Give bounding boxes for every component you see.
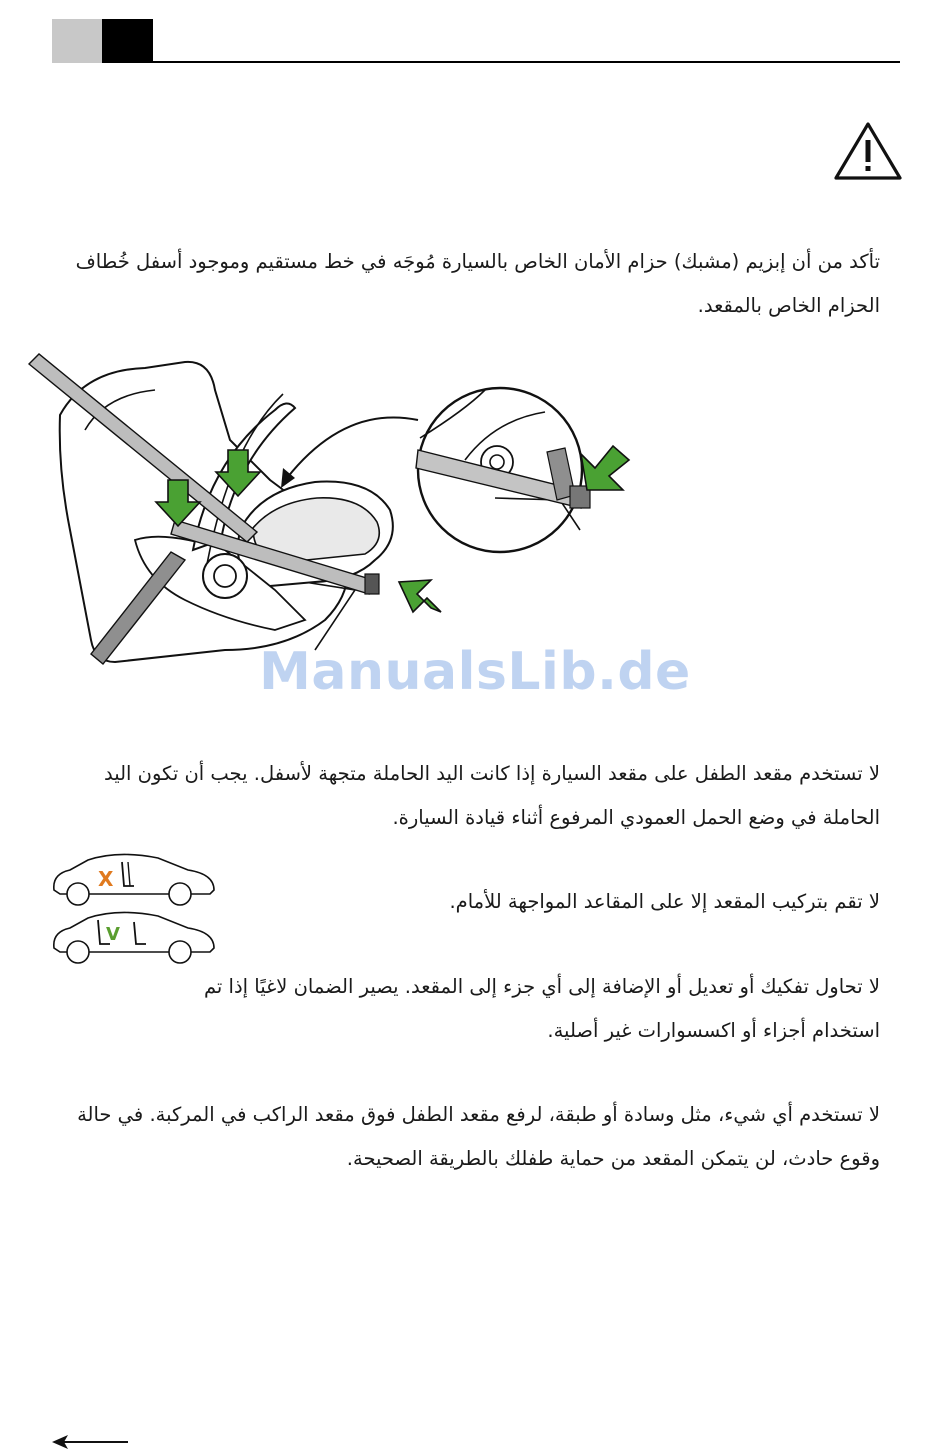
watermark: ManualsLib.de xyxy=(259,642,691,702)
car-wrong-seat-icon xyxy=(48,852,220,910)
green-arrow-icon xyxy=(581,446,629,490)
header-gray-block xyxy=(52,19,102,63)
paragraph-no-booster-object: لا تستخدم أي شيء، مثل وسادة أو طبقة، لرفع مقعد الطفل فوق مقعد الراكب في المركبة. في حالة وقوع حادث، لن يتمكن المقعد من حماية طفلك بالطريقة الصحيحة. xyxy=(77,1103,880,1170)
car-correct-seat-icon xyxy=(48,910,220,968)
green-arrow-icon xyxy=(399,580,441,612)
right-mark: V xyxy=(106,924,120,945)
paragraph-forward-facing: لا تقم بتركيب المقعد إلا على المقاعد المواجهة للأمام. xyxy=(449,890,880,913)
arrow-left-icon[interactable] xyxy=(50,1432,130,1452)
paragraph-handle-position: لا تستخدم مقعد الطفل على مقعد السيارة إذا كانت اليد الحاملة متجهة لأسفل. يجب أن تكون اليد الحاملة في وضع الحمل العمودي المرفوع أثناء قيادة السيارة. xyxy=(103,762,880,829)
paragraph-buckle-routing: تأكد من أن إبزيم (مشبك) حزام الأمان الخاص بالسيارة مُوجَه في خط مستقيم وموجود أسفل خُطاف الحزام الخاص بالمقعد. xyxy=(75,250,880,317)
header-black-block xyxy=(102,19,153,63)
warning-triangle-icon xyxy=(832,120,904,184)
paragraph-no-modification: لا تحاول تفكيك أو تعديل أو الإضافة إلى أي جزء إلى المقعد. يصير الضمان لاغيًا إذا تم استخدام أجزاء أو اكسسوارات غير أصلية. xyxy=(203,975,880,1042)
car-seat-installation-illustration xyxy=(25,350,645,670)
header-rule xyxy=(153,61,900,63)
wrong-mark: X xyxy=(98,867,114,891)
